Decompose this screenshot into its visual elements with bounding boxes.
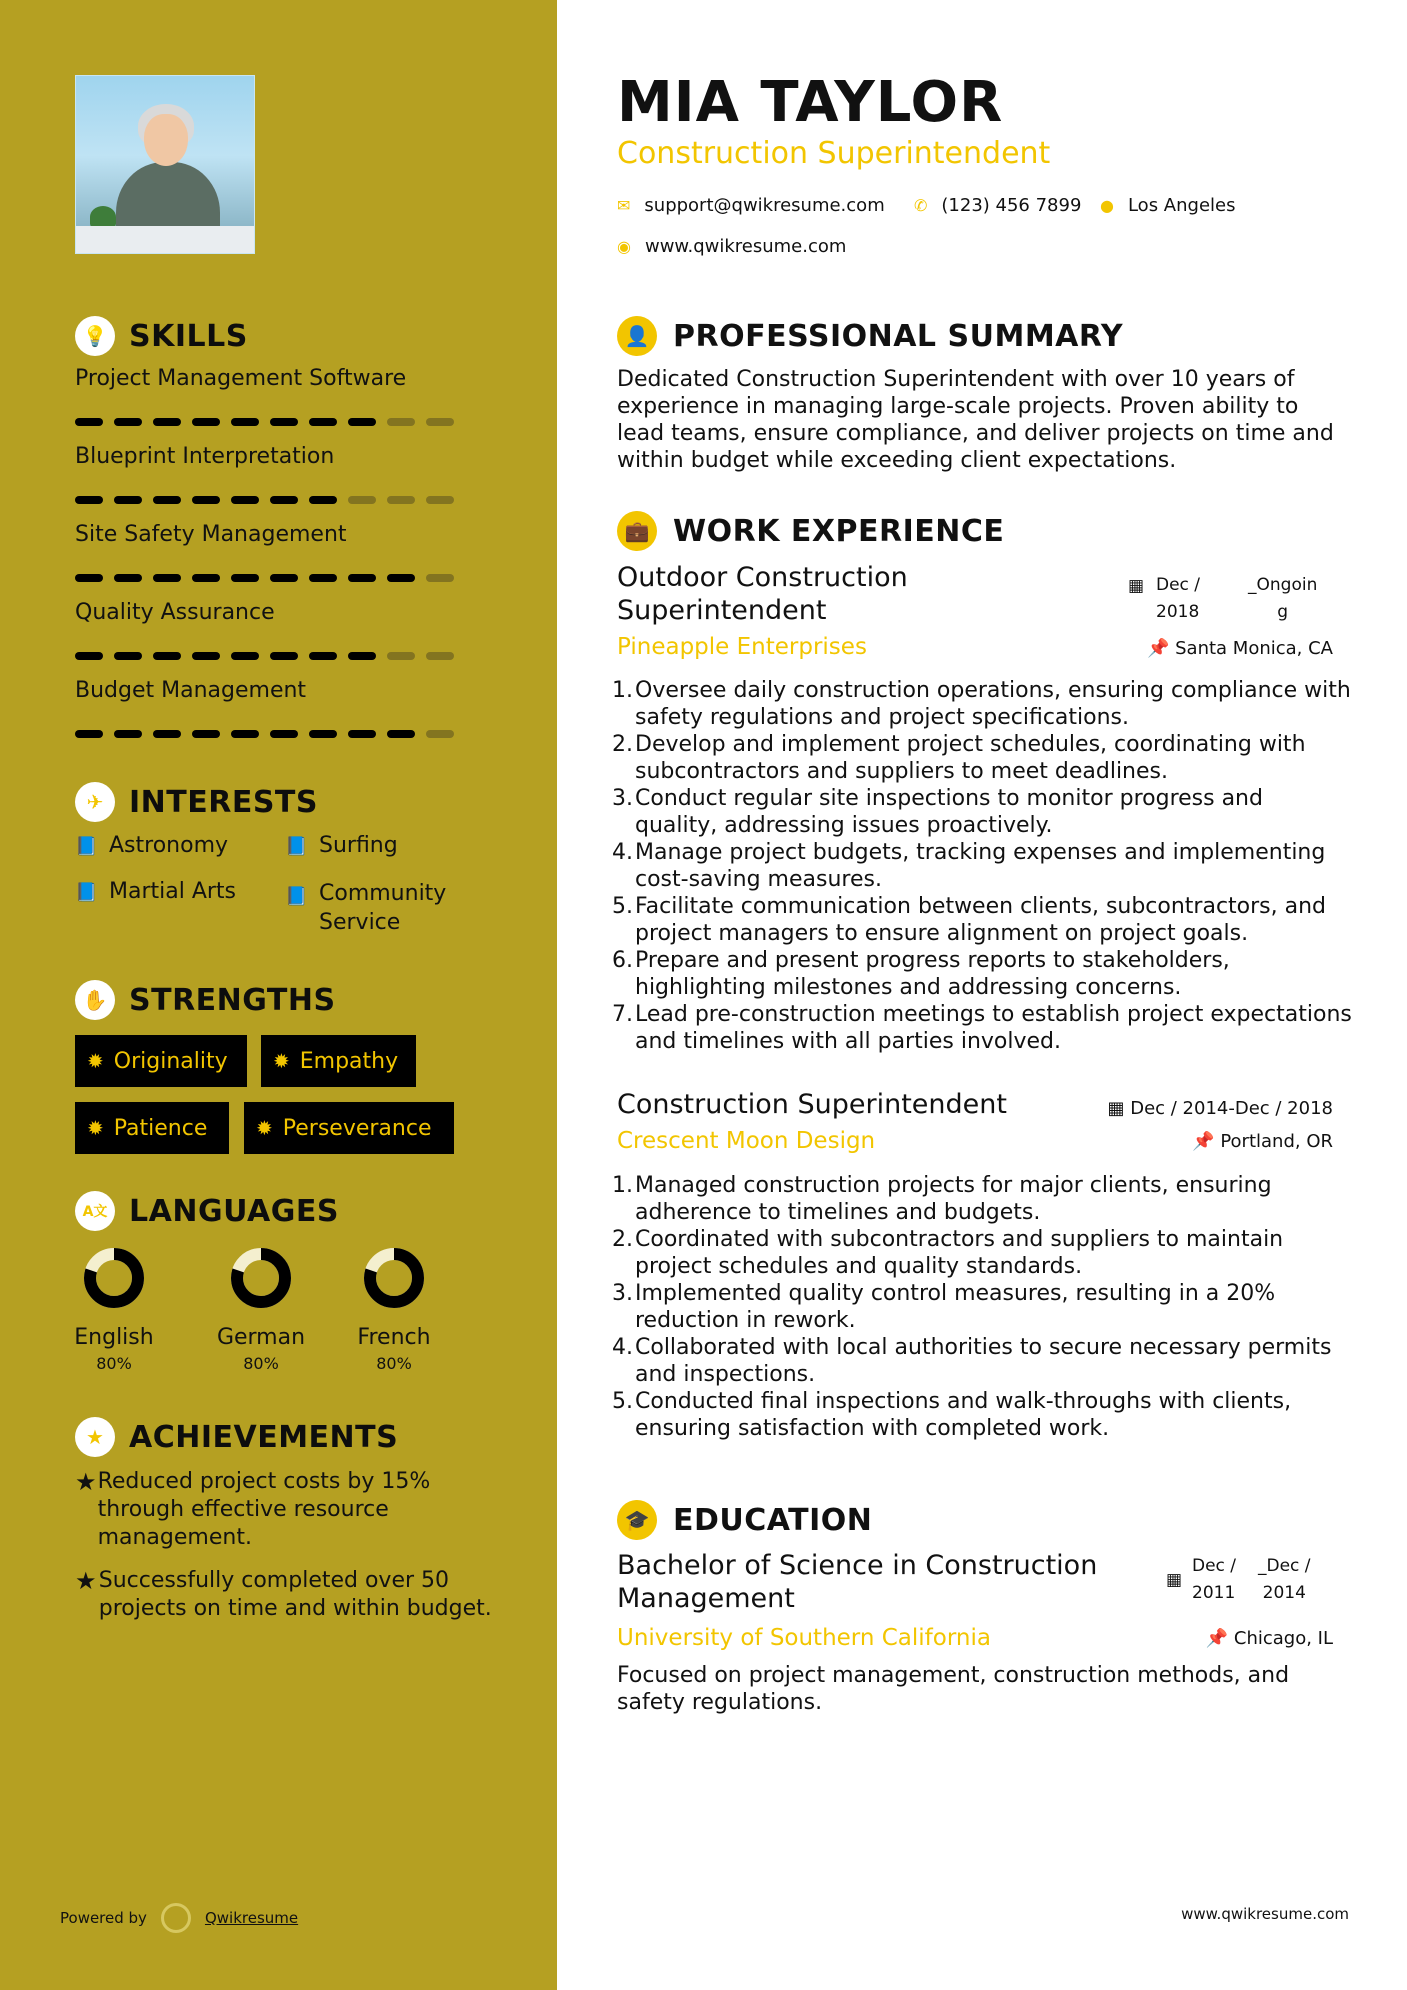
- interest-item: [75, 833, 228, 858]
- globe-icon: ◉: [617, 237, 631, 256]
- sun-icon: ✹: [87, 1116, 104, 1140]
- calendar-icon: ▦: [1128, 576, 1145, 596]
- language-percent: 80%: [96, 1354, 132, 1373]
- skill-dot-filled: [75, 418, 103, 426]
- strength-tag: [244, 1102, 454, 1154]
- education-text: Focused on project management, construction methods, and safety regulations.: [617, 1663, 1290, 1715]
- job-title-line: Superintendent: [617, 595, 827, 626]
- job-company: Crescent Moon Design: [617, 1128, 876, 1154]
- calendar-icon: ▦: [1107, 1098, 1125, 1119]
- skill-dot-empty: [387, 652, 415, 660]
- lightbulb-icon: 💡: [75, 316, 115, 356]
- skill-dot-filled: [114, 496, 142, 504]
- map-pin-icon: ●: [1100, 196, 1114, 215]
- skill-dot-filled: [348, 574, 376, 582]
- skill-dot-filled: [231, 418, 259, 426]
- list-item: Conducted final inspections and walk-throughs with clients, ensuring satisfaction with completed work.: [635, 1389, 1292, 1441]
- contact-location: [1100, 195, 1235, 216]
- job-company: Pineapple Enterprises: [617, 634, 867, 660]
- list-item: Facilitate communication between clients, subcontractors, and project managers to ensure alignment on project goals.: [635, 894, 1327, 946]
- contact-phone[interactable]: [914, 195, 1081, 216]
- list-item: Implemented quality control measures, resulting in a 20% reduction in rework.: [635, 1281, 1276, 1333]
- skills-heading: [75, 316, 248, 356]
- website-text: www.qwikresume.com: [644, 236, 847, 257]
- skill-dot-filled: [153, 730, 181, 738]
- skill-dot-filled: [270, 496, 298, 504]
- list-item: Collaborated with local authorities to secure necessary permits and inspections.: [635, 1335, 1332, 1387]
- star-icon: ★: [75, 1468, 97, 1496]
- powered-by-label: Powered by: [60, 1909, 147, 1927]
- skill-dot-filled: [348, 652, 376, 660]
- skill-name: Project Management Software: [75, 366, 407, 391]
- strength-tag: [261, 1035, 416, 1087]
- edu-end-date: [1258, 1553, 1311, 1607]
- skill-dot-filled: [270, 730, 298, 738]
- skill-dot-filled: [309, 574, 337, 582]
- skill-dot-filled: [114, 574, 142, 582]
- skill-dot-filled: [387, 730, 415, 738]
- edu-end-month: _Dec /: [1258, 1556, 1311, 1576]
- achievement-text: Reduced project costs by 15% through effective resource management.: [97, 1469, 431, 1550]
- skill-item: [75, 366, 495, 396]
- powered-by: [60, 1903, 298, 1933]
- pin-icon: 📌: [1192, 1131, 1215, 1152]
- skill-dot-filled: [270, 652, 298, 660]
- skill-dot-filled: [114, 418, 142, 426]
- summary-heading: [617, 316, 1123, 356]
- job-end-line: g: [1277, 602, 1289, 622]
- skill-name: Quality Assurance: [75, 600, 275, 625]
- skill-dot-filled: [309, 496, 337, 504]
- list-item: Lead pre-construction meetings to establish project expectations and timelines with all parties involved.: [635, 1002, 1352, 1054]
- skill-dot-filled: [153, 496, 181, 504]
- language-item: [59, 1247, 169, 1373]
- language-ring: [363, 1247, 425, 1309]
- skill-name: Budget Management: [75, 678, 307, 703]
- list-item: Prepare and present progress reports to stakeholders, highlighting milestones and addressing concerns.: [635, 948, 1230, 1000]
- strength-tag: [75, 1035, 247, 1087]
- email-text: support@qwikresume.com: [644, 195, 885, 216]
- edu-location-text: Chicago, IL: [1233, 1628, 1333, 1649]
- strength-label: Empathy: [299, 1048, 399, 1074]
- sun-icon: ✹: [87, 1049, 104, 1073]
- language-ring: [230, 1247, 292, 1309]
- skill-name: Site Safety Management: [75, 522, 347, 547]
- user-icon: 👤: [617, 316, 657, 356]
- achievement-item: [75, 1468, 495, 1552]
- skill-name: Blueprint Interpretation: [75, 444, 335, 469]
- summary-text: Dedicated Construction Superintendent with over 10 years of experience in managing large-scale projects. Proven ability to lead teams, ensure compliance, and deliver projects on time and within budget while exceeding client expectations.: [617, 367, 1334, 473]
- candidate-role: Construction Superintendent: [617, 136, 1051, 171]
- job-start-date: [1156, 572, 1200, 626]
- job-title: Construction Superintendent: [617, 1089, 1007, 1120]
- job-responsibilities: [612, 1172, 1352, 1442]
- degree-line: Bachelor of Science in Construction: [617, 1550, 1098, 1581]
- briefcase-icon: 💼: [617, 511, 657, 551]
- job-location: [1192, 1131, 1333, 1152]
- language-name: French: [357, 1325, 431, 1350]
- interest-item: [285, 833, 398, 858]
- skill-dot-filled: [192, 574, 220, 582]
- skill-dot-filled: [153, 418, 181, 426]
- edu-end-year: 2014: [1262, 1583, 1306, 1603]
- school-name: University of Southern California: [617, 1625, 991, 1651]
- language-item: [206, 1247, 316, 1373]
- qwikresume-logo-icon: [161, 1903, 191, 1933]
- strengths-heading: [75, 980, 336, 1020]
- skill-dot-empty: [426, 496, 454, 504]
- skill-dot-empty: [426, 730, 454, 738]
- pin-icon: 📌: [1146, 638, 1170, 659]
- job-end-date: [1248, 572, 1317, 626]
- location-text: Los Angeles: [1127, 195, 1236, 216]
- skill-dot-filled: [192, 652, 220, 660]
- calendar-icon: ▦: [1166, 1570, 1183, 1590]
- job-start-year: 2018: [1156, 602, 1200, 622]
- job-location-text: Santa Monica, CA: [1175, 638, 1333, 659]
- skill-item: [75, 444, 495, 474]
- skill-level-bar: [75, 496, 465, 504]
- contact-email[interactable]: [617, 195, 885, 216]
- list-item: Oversee daily construction operations, ensuring compliance with safety regulations and project specifications.: [635, 678, 1351, 730]
- skill-dot-filled: [192, 496, 220, 504]
- skill-dot-filled: [231, 496, 259, 504]
- skill-dot-filled: [114, 730, 142, 738]
- degree-line: Management: [617, 1583, 795, 1614]
- interest-label: Martial Arts: [109, 879, 237, 904]
- envelope-icon: ✉: [617, 196, 631, 215]
- skill-dot-filled: [153, 574, 181, 582]
- achievements-title: ACHIEVEMENTS: [129, 1419, 399, 1455]
- skill-dot-filled: [309, 730, 337, 738]
- skill-dot-filled: [75, 574, 103, 582]
- interest-item: [285, 879, 475, 937]
- achievement-text: Successfully completed over 50 projects on time and within budget.: [98, 1568, 492, 1621]
- skill-dot-filled: [348, 418, 376, 426]
- skill-dot-filled: [231, 574, 259, 582]
- phone-text: (123) 456 7899: [941, 195, 1082, 216]
- job-end-line: _Ongoin: [1248, 575, 1318, 595]
- strength-label: Originality: [113, 1048, 228, 1074]
- sun-icon: ✹: [273, 1049, 290, 1073]
- paper-plane-icon: ✈: [75, 782, 115, 822]
- skill-level-bar: [75, 418, 465, 426]
- graduate-icon: 🎓: [617, 1500, 657, 1540]
- strength-label: Patience: [113, 1115, 208, 1141]
- skill-dot-filled: [309, 418, 337, 426]
- profile-photo: [75, 75, 255, 254]
- job-location-text: Portland, OR: [1220, 1131, 1333, 1152]
- book-icon: 📘: [285, 836, 308, 857]
- languages-heading: [75, 1191, 339, 1231]
- contact-website[interactable]: [617, 236, 846, 257]
- job-responsibilities: [612, 677, 1352, 1055]
- interests-title: INTERESTS: [129, 784, 318, 820]
- skill-dot-empty: [387, 496, 415, 504]
- interests-heading: [75, 782, 318, 822]
- job-dates: [1107, 1095, 1333, 1122]
- book-icon: 📘: [285, 886, 308, 907]
- skill-dot-filled: [75, 496, 103, 504]
- hand-icon: ✋: [75, 980, 115, 1020]
- pin-icon: 📌: [1205, 1628, 1229, 1649]
- book-icon: 📘: [75, 836, 98, 857]
- education-title: EDUCATION: [673, 1502, 873, 1538]
- skill-dot-empty: [387, 418, 415, 426]
- skill-item: [75, 678, 495, 708]
- language-name: English: [74, 1325, 154, 1350]
- strengths-title: STRENGTHS: [129, 982, 336, 1018]
- list-item: Conduct regular site inspections to monitor progress and quality, addressing issues proactively.: [635, 786, 1263, 838]
- skill-level-bar: [75, 730, 465, 738]
- interest-label: Astronomy: [109, 833, 229, 858]
- edu-location: [1206, 1628, 1333, 1649]
- skill-level-bar: [75, 652, 465, 660]
- list-item: Coordinated with subcontractors and suppliers to maintain project schedules and quality standards.: [635, 1227, 1284, 1279]
- edu-start-date: [1192, 1553, 1236, 1607]
- phone-icon: ✆: [914, 196, 928, 215]
- interest-label: Community Service: [319, 881, 447, 935]
- skill-dot-empty: [426, 652, 454, 660]
- achievement-item: [75, 1567, 495, 1623]
- summary-title: PROFESSIONAL SUMMARY: [673, 318, 1124, 354]
- job-start-month: Dec /: [1156, 575, 1201, 595]
- candidate-name: MIA TAYLOR: [617, 70, 1004, 135]
- job-dates-text: Dec / 2014-Dec / 2018: [1130, 1098, 1333, 1119]
- job-title-line: Outdoor Construction: [617, 562, 908, 593]
- skill-dot-filled: [153, 652, 181, 660]
- skill-item: [75, 522, 495, 552]
- skill-dot-empty: [426, 418, 454, 426]
- interest-item: [75, 879, 236, 904]
- experience-heading: [617, 511, 1004, 551]
- job-title: [617, 561, 908, 627]
- language-item: [339, 1247, 449, 1373]
- education-heading: [617, 1500, 872, 1540]
- skill-dot-empty: [348, 496, 376, 504]
- edu-start-year: 2011: [1192, 1583, 1236, 1603]
- experience-title: WORK EXPERIENCE: [673, 513, 1005, 549]
- qwikresume-link[interactable]: Qwikresume: [204, 1909, 299, 1927]
- sun-icon: ✹: [256, 1116, 273, 1140]
- skill-dot-filled: [309, 652, 337, 660]
- skill-dot-filled: [270, 418, 298, 426]
- skill-item: [75, 600, 495, 630]
- skill-dot-filled: [114, 652, 142, 660]
- skills-title: SKILLS: [129, 318, 248, 354]
- edu-start-month: Dec /: [1192, 1556, 1237, 1576]
- sidebar: [0, 0, 557, 1990]
- strength-tag: [75, 1102, 229, 1154]
- language-card-icon: A文: [75, 1191, 115, 1231]
- skill-dot-filled: [348, 730, 376, 738]
- interest-label: Surfing: [319, 833, 398, 858]
- language-name: German: [216, 1325, 306, 1350]
- star-badge-icon: ★: [75, 1417, 115, 1457]
- language-percent: 80%: [376, 1354, 412, 1373]
- skill-dot-filled: [231, 730, 259, 738]
- star-icon: ★: [75, 1567, 97, 1595]
- footer-website[interactable]: www.qwikresume.com: [1181, 1905, 1349, 1923]
- skill-dot-filled: [270, 574, 298, 582]
- job-location: [1147, 638, 1333, 659]
- skill-dot-empty: [426, 574, 454, 582]
- list-item: Manage project budgets, tracking expenses and implementing cost-saving measures.: [635, 840, 1326, 892]
- language-percent: 80%: [243, 1354, 279, 1373]
- achievements-heading: [75, 1417, 398, 1457]
- skill-level-bar: [75, 574, 465, 582]
- degree-title: [617, 1549, 1097, 1615]
- skill-dot-filled: [387, 574, 415, 582]
- skill-dot-filled: [75, 652, 103, 660]
- languages-title: LANGUAGES: [129, 1193, 339, 1229]
- skill-dot-filled: [75, 730, 103, 738]
- list-item: Managed construction projects for major clients, ensuring adherence to timelines and budgets.: [635, 1173, 1272, 1225]
- skill-dot-filled: [192, 418, 220, 426]
- language-ring: [83, 1247, 145, 1309]
- list-item: Develop and implement project schedules, coordinating with subcontractors and suppliers to meet deadlines.: [635, 732, 1306, 784]
- book-icon: 📘: [75, 882, 98, 903]
- skill-dot-filled: [231, 652, 259, 660]
- strength-label: Perseverance: [282, 1115, 432, 1141]
- skill-dot-filled: [192, 730, 220, 738]
